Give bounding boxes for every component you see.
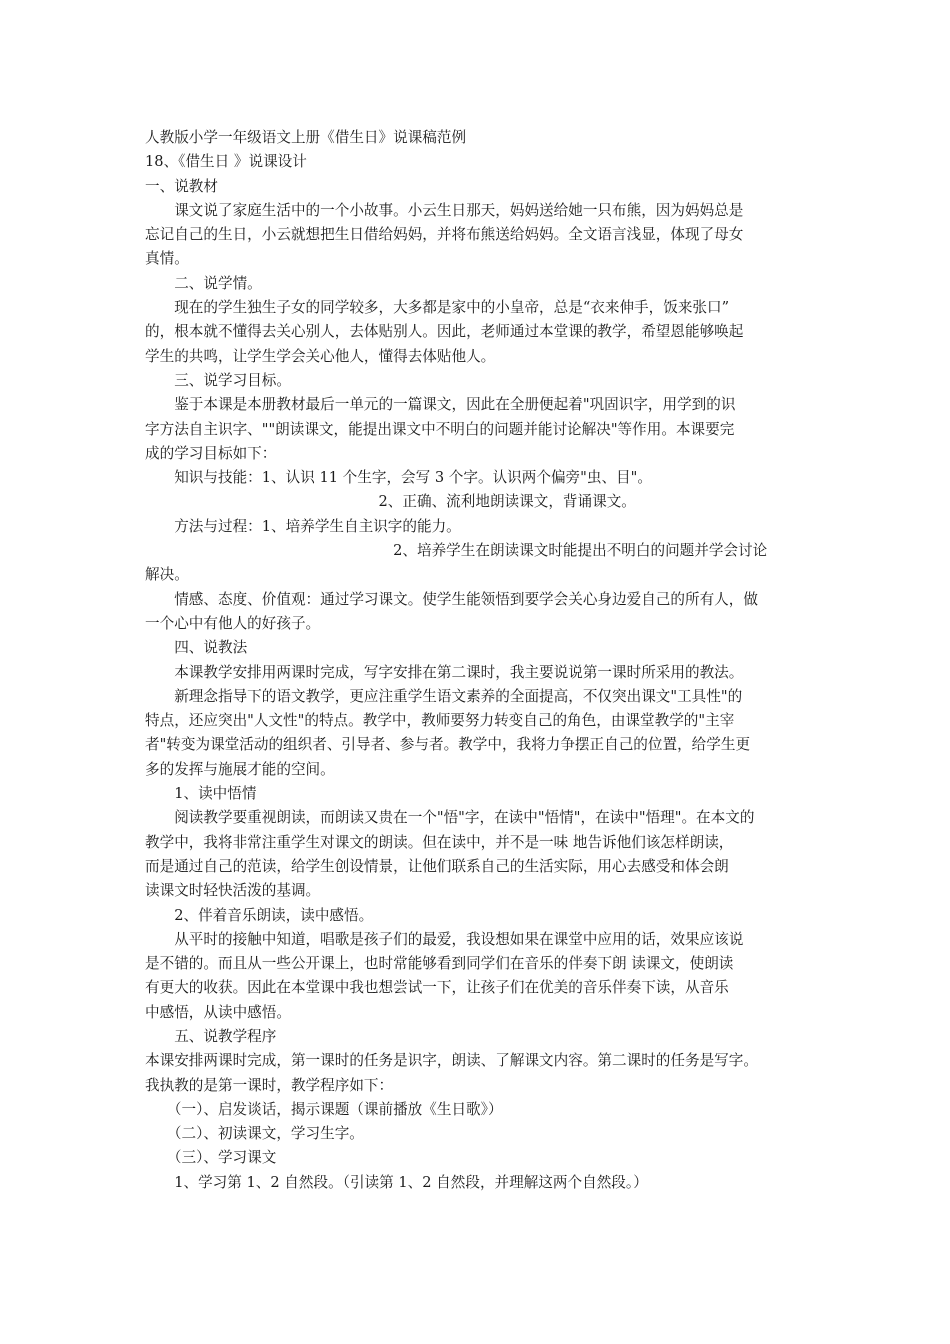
paragraph-line: 本课安排两课时完成，第一课时的任务是识字，朗读、了解课文内容。第二课时的任务是写字。 (145, 1052, 758, 1070)
paragraph-line: 情感、态度、价值观：通过学习课文。使学生能领悟到要学会关心身边爱自己的所有人，做 (145, 590, 758, 608)
list-item: （一）、启发谈话，揭示课题（课前播放《生日歌》） (145, 1100, 503, 1118)
list-item: （三）、学习课文 (145, 1149, 277, 1167)
paragraph-line: 是不错的。而且从一些公开课上，也时常能够看到同学们在音乐的伴奏下朗 读课文，使朗读 (145, 955, 734, 973)
paragraph-line: 读课文时轻快活泼的基调。 (145, 882, 321, 900)
paragraph-line: 2、培养学生在朗读课文时能提出不明白的问题并学会讨论 (145, 542, 768, 560)
list-item: 1、学习第 1、2 自然段。（引读第 1、2 自然段，并理解这两个自然段。） (145, 1173, 648, 1191)
paragraph-line: 课文说了家庭生活中的一个小故事。小云生日那天，妈妈送给她一只布熊，因为妈妈总是 (145, 201, 744, 219)
section-heading: 五、说教学程序 (145, 1027, 277, 1045)
paragraph-line: 我执教的是第一课时，教学程序如下： (145, 1076, 394, 1094)
paragraph-line: 现在的学生独生子女的同学较多，大多都是家中的小皇帝，总是“衣来伸手，饭来张口” (145, 299, 730, 317)
subsection-heading: 2、伴着音乐朗读，读中感悟。 (145, 906, 374, 924)
paragraph-line: 中感悟，从读中感悟。 (145, 1003, 291, 1021)
paragraph-line: 成的学习目标如下： (145, 444, 277, 462)
section-heading: 一、说教材 (145, 177, 218, 195)
paragraph-line: 从平时的接触中知道，唱歌是孩子们的最爱，我设想如果在课堂中应用的话，效果应该说 (145, 930, 744, 948)
paragraph-line: 的，根本就不懂得去关心别人，去体贴别人。因此，老师通过本堂课的教学，希望恩能够唤起 (145, 323, 744, 341)
paragraph-line: 多的发挥与施展才能的空间。 (145, 760, 335, 778)
paragraph-line: 忘记自己的生日，小云就想把生日借给妈妈，并将布熊送给妈妈。全文语言浅显，体现了母女 (145, 226, 744, 244)
section-heading: 四、说教法 (145, 639, 248, 657)
paragraph-line: 真情。 (145, 250, 189, 268)
paragraph-line: 有更大的收获。因此在本堂课中我也想尝试一下，让孩子们在优美的音乐伴奏下读，从音乐 (145, 979, 729, 997)
paragraph-line: 教学中，我将非常注重学生对课文的朗读。但在读中，并不是一味 地告诉他们该怎样朗读， (145, 833, 734, 851)
section-heading: 二、说学情。 (145, 274, 262, 292)
paragraph-line: 一个心中有他人的好孩子。 (145, 614, 321, 632)
lesson-heading: 18、《借生日 》说课设计 (145, 153, 307, 171)
paragraph-line: 鉴于本课是本册教材最后一单元的一篇课文，因此在全册便起着"巩固识字，用学到的识 (145, 396, 736, 414)
subsection-heading: 1、读中悟情 (145, 785, 257, 803)
paragraph-line: 而是通过自己的范读，给学生创设情景，让他们联系自己的生活实际，用心去感受和体会朗 (145, 857, 729, 875)
paragraph-line: 本课教学安排用两课时完成，写字安排在第二课时，我主要说说第一课时所采用的教法。 (145, 663, 744, 681)
document-page (145, 126, 817, 1195)
section-heading: 三、说学习目标。 (145, 371, 291, 389)
paragraph-line: 知识与技能：1、认识 11 个生字，会写 3 个字。认识两个偏旁"虫、目"。 (145, 469, 652, 487)
paragraph-line: 方法与过程：1、培养学生自主识字的能力。 (145, 517, 461, 535)
paragraph-line: 2、正确、流利地朗读课文，背诵课文。 (145, 493, 636, 511)
paragraph-line: 阅读教学要重视朗读，而朗读又贵在一个"悟"字，在读中"悟情"，在读中"悟理"。在本文的 (145, 809, 755, 827)
paragraph-line: 学生的共鸣，让学生学会关心他人，懂得去体贴他人。 (145, 347, 496, 365)
doc-title: 人教版小学一年级语文上册《借生日》说课稿范例 (145, 129, 467, 146)
list-item: （二）、初读课文，学习生字。 (145, 1125, 364, 1143)
paragraph-line: 者"转变为课堂活动的组织者、引导者、参与者。教学中，我将力争摆正自己的位置，给学生更 (145, 736, 751, 754)
paragraph-line: 解决。 (145, 566, 189, 584)
paragraph-line: 新理念指导下的语文教学，更应注重学生语文素养的全面提高，不仅突出课文"工具性"的 (145, 687, 743, 705)
paragraph-line: 特点，还应突出"人文性"的特点。教学中，教师要努力转变自己的角色，由课堂教学的"主宰 (145, 712, 735, 730)
paragraph-line: 字方法自主识字、""朗读课文，能提出课文中不明白的问题并能讨论解决"等作用。本课要完 (145, 420, 735, 438)
